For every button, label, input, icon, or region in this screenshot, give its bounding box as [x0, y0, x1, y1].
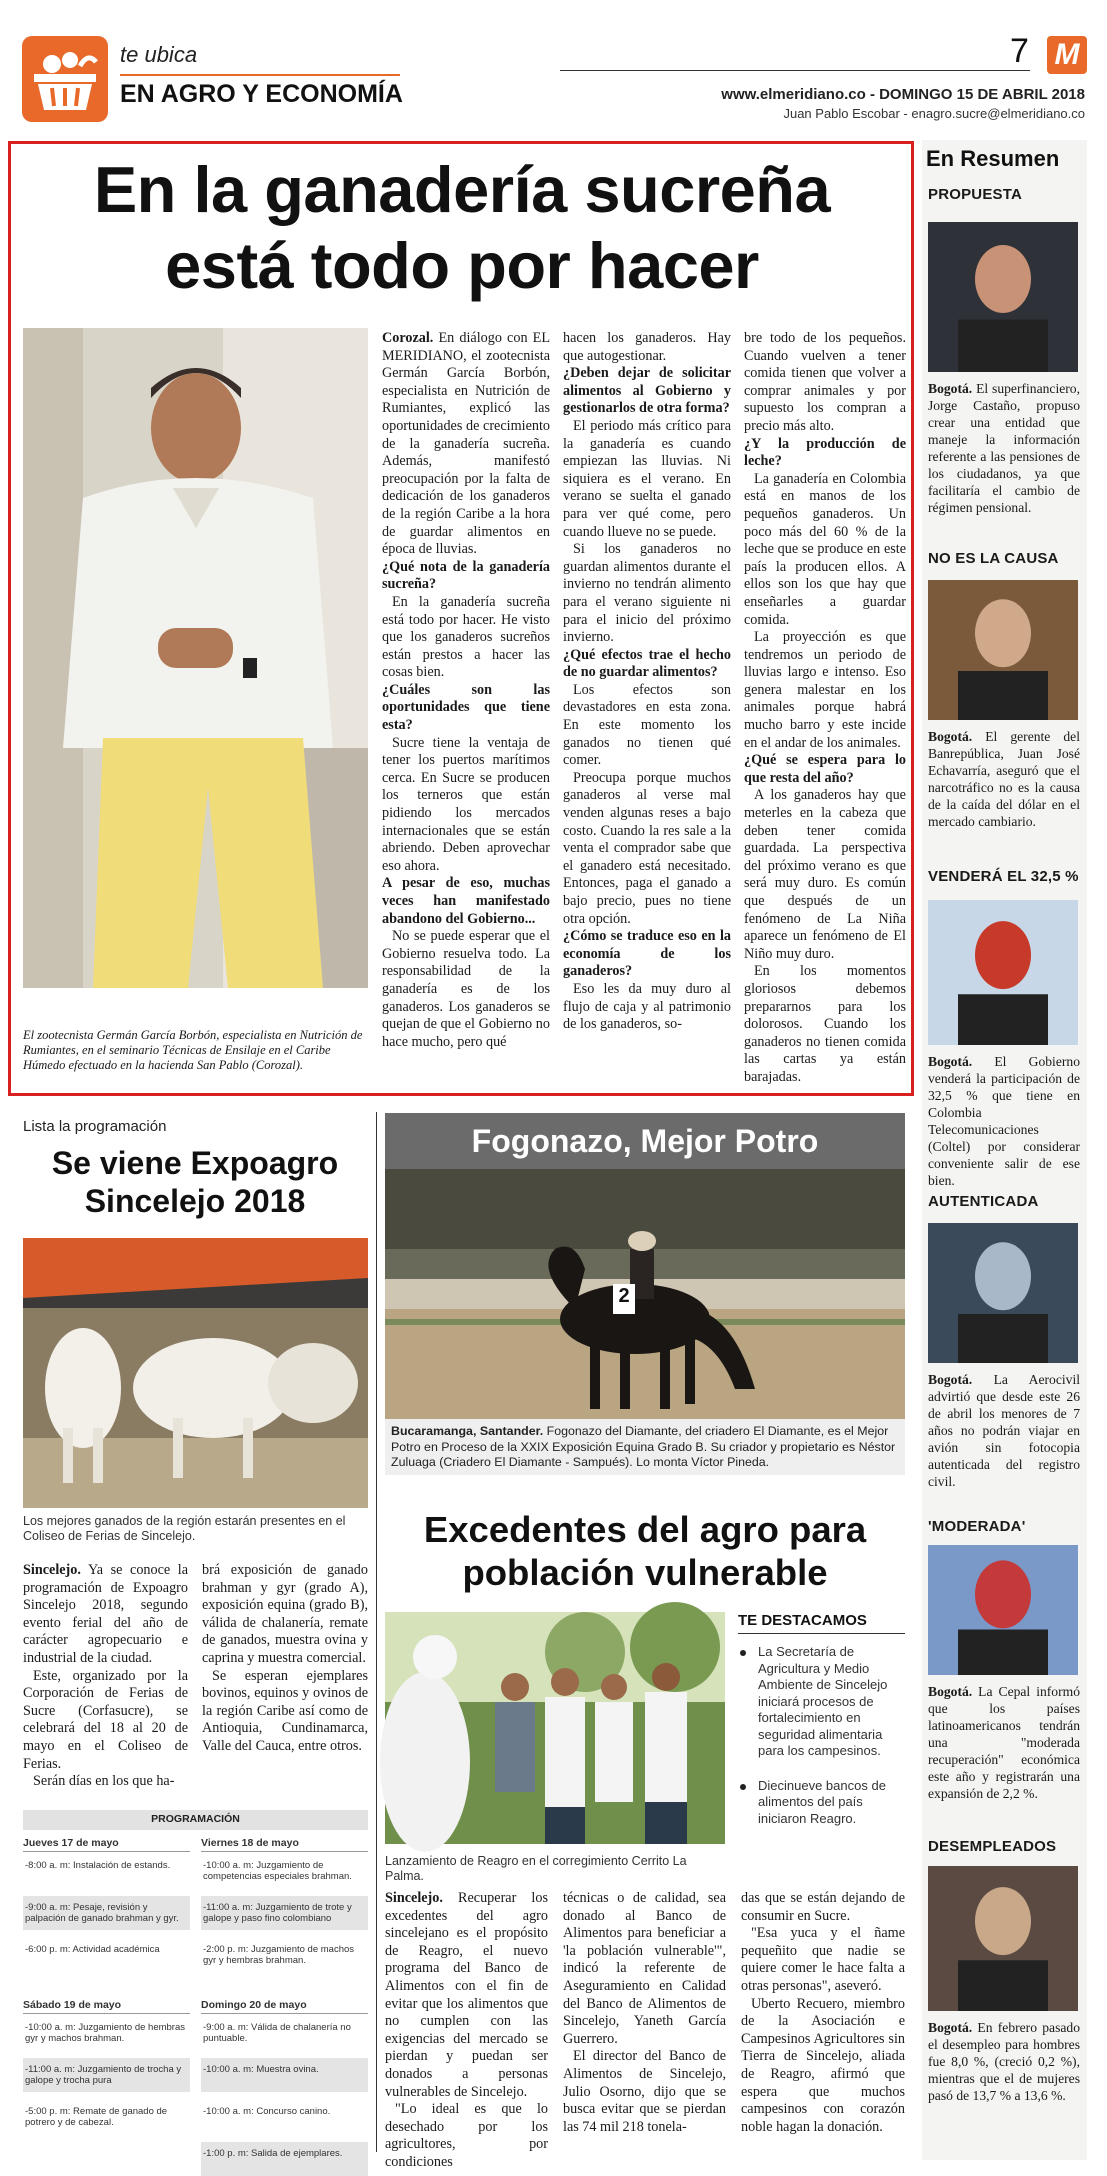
resumen-item-text — [928, 1371, 1080, 1490]
body-paragraph: Preocupa porque muchos ganaderos al verse mal venden algunas reses a bajo costo. Cuando la res sale a la venta el comprador sabe que el ganadero está necesitado. Entonces, paga el ganado a bajo precio, pues no tiene otra opción. — [563, 769, 731, 927]
dateline: Corozal. — [382, 330, 434, 346]
expoagro-photo-caption: Los mejores ganados de la región estarán presentes en el Coliseo de Ferias de Sincelejo. — [23, 1514, 346, 1543]
body-paragraph: En los momentos gloriosos debemos prepararnos para los dolorosos. Cuando los ganaderos no tienen comida las cartas ya están barajadas. — [744, 963, 906, 1085]
fogonazo-caption-text: Fogonazo del Diamante, del criadero El Diamante, es el Mejor Potro en Proceso de la XXIX Exposición Equina Grado B. Su criador y propietario es Néstor Zuluaga (Criadero El Diamante - Sampués). Lo monta Víctor Pineda. — [391, 1424, 896, 1469]
main-photo-caption: El zootecnista Germán García Borbón, especialista en Nutrición de Rumiantes, en el seminario Técnicas de Ensilaje en el Caribe Húmedo efectuado en la hacienda San Pablo (Corozal). — [23, 1028, 363, 1072]
resumen-item-text — [928, 2019, 1080, 2104]
section-masthead — [22, 36, 403, 126]
te-destacamos-title: TE DESTACAMOS — [738, 1612, 905, 1634]
body-paragraph: brá exposición de ganado brahman y gyr (grado A), exposición equina (grado B), válida de chalanería, remate de ganados, muestra ovina y caprina y muestra comercial. — [202, 1562, 368, 1666]
resumen-item-head: VENDERÁ EL 32,5 % — [928, 868, 1079, 885]
resumen-item-head: 'MODERADA' — [928, 1518, 1026, 1535]
dateline: Bogotá. — [928, 381, 973, 396]
program-day-title: Sábado 19 de mayo — [23, 2000, 190, 2014]
main-headline-line1: En la ganadería sucreña — [93, 153, 831, 226]
horse-bib-number: 2 — [618, 1285, 630, 1307]
fogonazo-caption-place: Bucaramanga, Santander. — [391, 1424, 544, 1438]
resumen-item-photo — [928, 1545, 1078, 1675]
lead-text: En diálogo con EL MERIDIANO, el zootecnista Germán García Borbón, especialista en Nutrición de Rumiantes, explicó las oportunidades de crecimiento de la ganadería sucreña. Además, manifestó preocupación por la falta de dedicación de los ganaderos de la región Caribe a la hora de guardar alimentos en época de lluvias. — [382, 330, 550, 558]
dateline: Bogotá. — [928, 729, 973, 744]
te-destacamos-box — [738, 1612, 905, 1852]
photo-german-garcia — [23, 328, 368, 988]
byline: Juan Pablo Escobar - enagro.sucre@elmeridiano.co — [783, 106, 1085, 121]
excedentes-photo-caption: Lanzamiento de Reagro en el corregimiento Cerrito La Palma. — [385, 1854, 687, 1883]
interview-question: ¿Cuáles son las oportunidades que tiene esta? — [382, 681, 550, 734]
section-divider — [120, 74, 400, 76]
body-paragraph: Uberto Recuero, miembro de la Asociación e Campesinos Agricultores sin Tierra de Sincelejo, aliada de Reagro, afirmó que espera que muchos campesinos con corazón noble hagan la donación. — [741, 1995, 905, 2135]
resumen-title: En Resumen — [926, 146, 1060, 171]
body-paragraph: Eso les da muy duro al flujo de caja y al patrimonio de los ganaderos, so- — [563, 980, 731, 1033]
lead-text: Recuperar los excedentes del agro sincelejano es el propósito de Reagro, el nuevo programa del Banco de Alimentos con el fin de evitar que los alimentos que no cumplen con las exigencias del mercado se pierdan y puedan ser donados a personas vulnerables de Sincelejo. — [385, 1890, 548, 2100]
body-paragraph: Si los ganaderos no guardan alimentos durante el invierno no tendrán alimento para el verano siguiente ni para el inicio del próximo invierno. — [563, 541, 731, 646]
program-item: -2:00 p. m: Juzgamiento de machos gyr y hembras brahman. — [203, 1944, 355, 1966]
program-day-title: Jueves 17 de mayo — [23, 1838, 190, 1852]
body-paragraph: En la ganadería sucreña está todo por hacer. He visto que los ganaderos sucreños están prestos a hacer las cosas bien. — [382, 593, 550, 681]
masthead-rule — [560, 70, 1030, 71]
program-item: -8:00 a. m: Instalación de estands. — [25, 1860, 171, 1871]
body-paragraph: "Lo ideal es que lo desechado por los agricultores, por condiciones — [385, 2101, 548, 2170]
lead-paragraph — [382, 330, 550, 559]
interview-question: ¿Cómo se traduce eso en la economía de los ganaderos? — [563, 928, 731, 980]
interview-question: ¿Qué nota de la ganadería sucreña? — [382, 558, 550, 593]
body-paragraph: A los ganaderos hay que meterles en la cabeza que deben tener comida guardada. La perspectiva del próximo verano es que será muy duro. Es común que después de un fenómeno de La Niña aparece un fenómeno de El Niño muy duro. — [744, 787, 906, 962]
destacamos-text: Diecinueve bancos de alimentos del país iniciaron Reagro. — [758, 1777, 886, 1826]
program-item: -9:00 a. m: Pesaje, revisión y palpación de ganado brahman y gyr. — [25, 1902, 179, 1924]
main-headline — [12, 152, 912, 304]
program-item: -10:00 a. m: Concurso canino. — [203, 2106, 331, 2117]
main-col-1 — [382, 330, 550, 1085]
resumen-item-photo — [928, 1866, 1078, 2011]
interview-question: ¿Qué efectos trae el hecho de no guardar alimentos? — [563, 646, 731, 681]
resumen-item-body: En febrero pasado el desempleo para hombres fue 8,0 %, (creció 0,2 %), mientras que el de mujeres pasó de 13,7 % a 13,6 %. — [928, 2020, 1080, 2103]
body-paragraph: El periodo más crítico para la ganadería es cuando empiezan las lluvias. Ni siquiera es el verano. En verano se suelta el ganado para ver qué come, pero cuando llueve no se puede. — [563, 417, 731, 540]
basket-logo-icon — [22, 36, 108, 122]
destacamos-item — [738, 1778, 905, 1828]
body-paragraph: Este, organizado por la Corporación de Ferias de Sucre (Corfasucre), se celebrará del 18 al 20 de mayo en el Coliseo de Ferias. — [23, 1667, 188, 1772]
page-number: 7 — [1010, 32, 1029, 70]
body-paragraph: No se puede esperar que el Gobierno resuelva todo. La responsabilidad de la ganadería es de los ganaderos. Los ganaderos se quejan de que el Gobierno no hace mucho, pero qué — [382, 928, 550, 1050]
resumen-item-text — [928, 1683, 1080, 1802]
program-item: -11:00 a. m: Juzgamiento de trote y galope y paso fino colombiano — [203, 1902, 352, 1924]
expoagro-col-2 — [202, 1562, 368, 1782]
dateline: Bogotá. — [928, 2020, 973, 2035]
main-headline-line2: está todo por hacer — [165, 229, 759, 302]
program-item: -9:00 a. m: Válida de chalanería no puntuable. — [203, 2022, 351, 2044]
excedentes-col-1 — [385, 1890, 548, 2170]
resumen-item-head: NO ES LA CAUSA — [928, 550, 1059, 567]
program-item: -10:00 a. m: Juzgamiento de hembras gyr y machos brahman. — [25, 2022, 186, 2044]
resumen-item-photo — [928, 222, 1078, 372]
main-col-2 — [563, 330, 731, 1085]
program-item: -11:00 a. m: Juzgamiento de trocha y galope y trocha pura — [25, 2064, 182, 2086]
resumen-item-head: PROPUESTA — [928, 186, 1023, 203]
body-paragraph: bre todo de los pequeños. Cuando vuelven a tener comida tienen que volver a comprar animales y por supuesto los compran a precio más alto. — [744, 330, 906, 434]
fogonazo-title: Fogonazo, Mejor Potro — [471, 1123, 819, 1159]
resumen-item-photo — [928, 580, 1078, 720]
photo-reagro-launch — [385, 1612, 725, 1844]
dateline: Bogotá. — [928, 1054, 973, 1069]
excedentes-headline — [385, 1508, 905, 1594]
interview-question: ¿Y la producción de leche? — [744, 435, 906, 470]
body-paragraph: Sucre tiene la ventaja de tener los puertos marítimos cerca. En Sucre se producen los terneros que están pidiendo los mercados internacionales que se están abriendo. Deben aprovechar eso ahora. — [382, 734, 550, 874]
expoagro-headline — [20, 1144, 370, 1220]
dateline: Sincelejo. — [23, 1562, 81, 1578]
photo-fogonazo-horse — [385, 1169, 905, 1419]
program-item: -6:00 p. m: Actividad académica — [25, 1944, 160, 1955]
excedentes-col-2 — [563, 1890, 726, 2155]
resumen-item-photo — [928, 900, 1078, 1045]
fogonazo-title-bar — [385, 1113, 905, 1169]
interview-question: A pesar de eso, muchas veces han manifestado abandono del Gobierno... — [382, 875, 550, 927]
program-item: -10:00 a. m: Juzgamiento de competencias especiales brahman. — [203, 1860, 352, 1882]
section-name: EN AGRO Y ECONOMÍA — [120, 80, 403, 108]
section-kicker: te ubica — [120, 42, 198, 67]
bullet-icon — [740, 1650, 746, 1656]
lead-paragraph — [23, 1562, 188, 1668]
dateline: Sincelejo. — [385, 1890, 443, 1906]
body-paragraph: La ganadería en Colombia está en manos de los pequeños ganaderos. Un poco más del 60 % de la leche que se produce en este país la producen ellos. A ellos son los que hay que enseñarles a guardar comida. — [744, 470, 906, 628]
te-destacamos-list — [738, 1644, 905, 1827]
resumen-item-body: La Cepal informó que los países latinoamericanos tendrán una "moderada recuperación" económica este año y registrarán una expansión de 2,2 %. — [928, 1684, 1080, 1801]
expoagro-col-1 — [23, 1562, 188, 1790]
program-item: -10:00 a. m: Muestra ovina. — [203, 2064, 319, 2075]
resumen-item-body: El gerente del Banrepública, Juan José Echavarría, aseguró que el narcotráfico no es la causa de la caída del dólar en el mercado cambiario. — [928, 729, 1080, 829]
body-paragraph: hacen los ganaderos. Hay que autogestionar. — [563, 330, 731, 364]
resumen-item-body: El superfinanciero, Jorge Castaño, propuso crear una entidad que maneje la información referente a las pensiones de los ciudadanos, ya que facilitaría el cambio de régimen pensional. — [928, 381, 1080, 515]
fogonazo-caption — [391, 1424, 899, 1471]
body-paragraph: técnicas o de calidad, sea donado al Banco de Alimentos para beneficiar a 'la población vulnerable'", indicó la referente de Aseguramiento en Calidad del Banco de Alimentos de Sincelejo, Yaneth García Guerrero. — [563, 1890, 726, 2047]
destacamos-item — [738, 1644, 905, 1760]
expoagro-headline-line2: Sincelejo 2018 — [84, 1183, 306, 1219]
expoagro-headline-line1: Se viene Expoagro — [51, 1145, 339, 1181]
interview-question: ¿Qué se espera para lo que resta del año? — [744, 752, 906, 786]
lead-text: Ya se conoce la programación de Expoagro Sincelejo 2018, segundo evento ferial del año de carácter agropecuario e industrial de la ciudad. — [23, 1562, 188, 1666]
body-paragraph: El director del Banco de Alimentos de Sincelejo, Julio Osorno, dijo que se busca evitar que se pierdan las 74 mil 218 tonela- — [563, 2048, 726, 2135]
resumen-item-head: DESEMPLEADOS — [928, 1838, 1057, 1855]
destacamos-text: La Secretaría de Agricultura y Medio Ambiente de Sincelejo iniciará procesos de fortalecimiento en seguridad alimentaria para los campesinos. — [758, 1644, 888, 1758]
program-day-title: Domingo 20 de mayo — [201, 2000, 368, 2014]
body-paragraph: "Esa yuca y el ñame pequeñito que nadie se quiere comer le hace falta a otras personas", aseveró. — [741, 1925, 905, 1994]
resumen-item-text — [928, 1053, 1080, 1189]
resumen-item-head: AUTENTICADA — [928, 1193, 1039, 1210]
excedentes-headline-line1: Excedentes del agro para — [423, 1509, 867, 1550]
photo-brahman-cattle — [23, 1238, 368, 1508]
resumen-item-photo — [928, 1223, 1078, 1363]
meridiano-logo: M — [1047, 36, 1087, 74]
dateline: Bogotá. — [928, 1372, 973, 1387]
excedentes-col-3 — [741, 1890, 905, 2155]
excedentes-headline-line2: población vulnerable — [462, 1552, 828, 1593]
programacion-box — [23, 1810, 368, 2159]
lead-paragraph — [385, 1890, 548, 2101]
body-paragraph: Serán días en los que ha- — [33, 1773, 175, 1790]
interview-question: ¿Deben dejar de solicitar alimentos al Gobierno y gestionarlos de otra forma? — [563, 365, 731, 417]
program-item: -5:00 p. m: Remate de ganado de potrero y de cabezal. — [25, 2106, 168, 2128]
program-day-title: Viernes 18 de mayo — [201, 1838, 368, 1852]
main-col-3 — [744, 330, 906, 1085]
dateline: Bogotá. — [928, 1684, 973, 1699]
programacion-title: PROGRAMACIÓN — [151, 1813, 240, 1825]
expoagro-kicker: Lista la programación — [23, 1118, 167, 1135]
program-item: -1:00 p. m: Salida de ejemplares. — [203, 2148, 343, 2159]
resumen-item-body: La Aerocivil advirtió que desde este 26 de abril los menores de 7 años no podrán viajar en avión sin fotocopia autenticada del registro civil. — [928, 1372, 1080, 1489]
body-paragraph: La proyección es que tendremos un periodo de lluvias largo e intenso. Eso genera malestar en los animales porque habrá mucho barro y este incide en el andar de los animales. — [744, 629, 906, 751]
body-paragraph: Los efectos son devastadores en esta zona. En este momento los ganados no tienen qué comer. — [563, 681, 731, 769]
site-date: www.elmeridiano.co - DOMINGO 15 DE ABRIL 2018 — [721, 86, 1085, 103]
bullet-icon — [740, 1784, 746, 1790]
resumen-item-body: El Gobierno venderá la participación de 32,5 % que tiene en Colombia Telecomunicaciones (Coltel) por considerar conveniente salir de ese bien. — [928, 1054, 1080, 1188]
body-paragraph: das que se están dejando de consumir en Sucre. — [741, 1890, 905, 1924]
resumen-item-text — [928, 728, 1080, 830]
column-divider — [376, 1112, 377, 2152]
resumen-item-text — [928, 380, 1080, 516]
body-paragraph: Se esperan ejemplares bovinos, equinos y ovinos de la región Caribe así como de Antioquia, Cundinamarca, Valle del Cauca, entre otros. — [202, 1667, 368, 1754]
